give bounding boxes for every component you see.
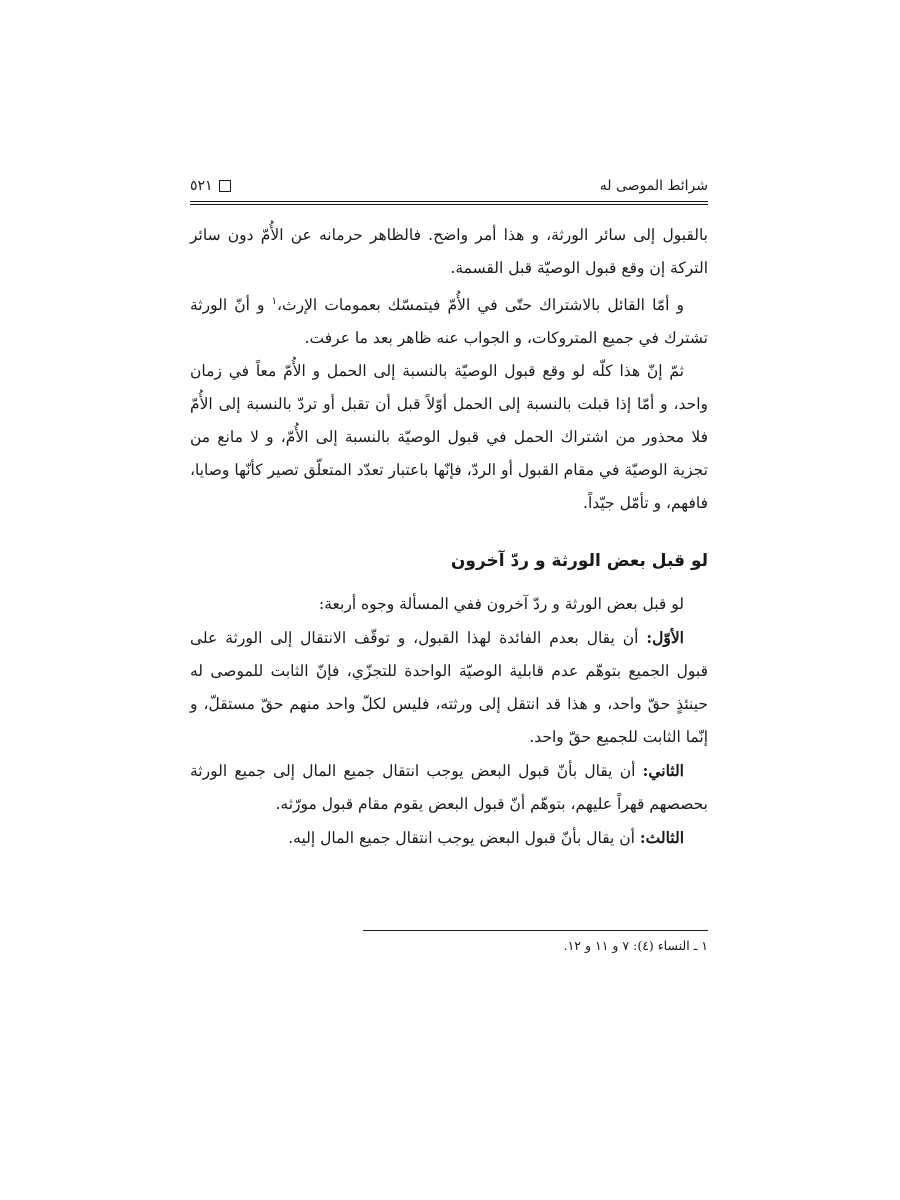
item-text: أن يقال بعدم الفائدة لهذا القبول، و توقّف الانتقال إلى الورثة على قبول الجميع بتوهّم عدم قابلية الوصيّة الواحدة للتجزّي، فإنّ الثابت للموصى له حينئذٍ حقّ واحد، و هذا قد انتقل إلى ورثته، فليس لكلّ واحد منهم حقّ مستقلّ، و إنّما الثابت للجميع حقّ واحد. [190, 629, 708, 747]
list-item [190, 821, 708, 855]
square-outline-icon [219, 180, 231, 192]
paragraph: بالقبول إلى سائر الورثة، و هذا أمر واضح. فالظاهر حرمانه عن الأُمّ دون سائر التركة إن وقع قبول الوصيّة قبل القسمة. [190, 226, 708, 277]
paragraph [190, 285, 708, 355]
item-term: الثالث: [639, 828, 684, 848]
list-item [190, 621, 708, 754]
footnote-rule [363, 930, 708, 931]
item-term: الثاني: [642, 761, 684, 781]
running-title: شرائط الموصى له [599, 178, 708, 194]
paragraph-text: و أمّا القائل بالاشتراك حتّى في الأُمّ فيتمسّك بعمومات الإرث، [277, 296, 684, 315]
item-text: أن يقال بأنّ قبول البعض يوجب انتقال جميع المال إليه. [288, 829, 640, 848]
paragraph: ثمّ إنّ هذا كلّه لو وقع قبول الوصيّة بالنسبة إلى الحمل و الأُمّ معاً في زمان واحد، و أمّا إذا قبلت بالنسبة إلى الحمل أوّلاً قبل أن تقبل أو تردّ بالنسبة إلى الأُمّ فلا محذور من اشتراك الحمل في قبول الوصيّة بالنسبة إلى الأُمّ، و لا مانع من تجزية الوصيّة في مقام القبول أو الردّ، فإنّها باعتبار تعدّد المتعلّق تصير كأنّها وصايا، فافهم، و تأمّل جيّداً. [190, 362, 708, 513]
page [190, 168, 708, 953]
footnote: ١ ـ النساء (٤): ٧ و ١١ و ١٢. [563, 938, 708, 953]
paragraph-text: و أنّ الورثة تشترك في جميع المتروكات، و الجواب عنه ظاهر بعد ما عرفت. [190, 296, 708, 348]
section-intro: لو قبل بعض الورثة و ردّ آخرون ففي المسألة وجوه أربعة: [319, 595, 684, 614]
body-text [190, 219, 708, 855]
list-item [190, 754, 708, 821]
item-text: أن يقال بأنّ قبول البعض يوجب انتقال جميع المال إلى جميع الورثة بحصصهم قهراً عليهم، بتوهّم أنّ قبول البعض يقوم مقام قبول مورّثه. [190, 762, 708, 814]
running-header [190, 168, 708, 198]
section-heading: لو قبل بعض الورثة و ردّ آخرون [450, 551, 708, 572]
item-term: الأوّل: [646, 628, 684, 648]
page-number-text: ٥٢١ [190, 178, 213, 194]
page-number [190, 178, 231, 194]
header-rule-double [190, 204, 708, 205]
header-rule [190, 201, 708, 202]
footnote-marker: ١ [271, 296, 277, 307]
